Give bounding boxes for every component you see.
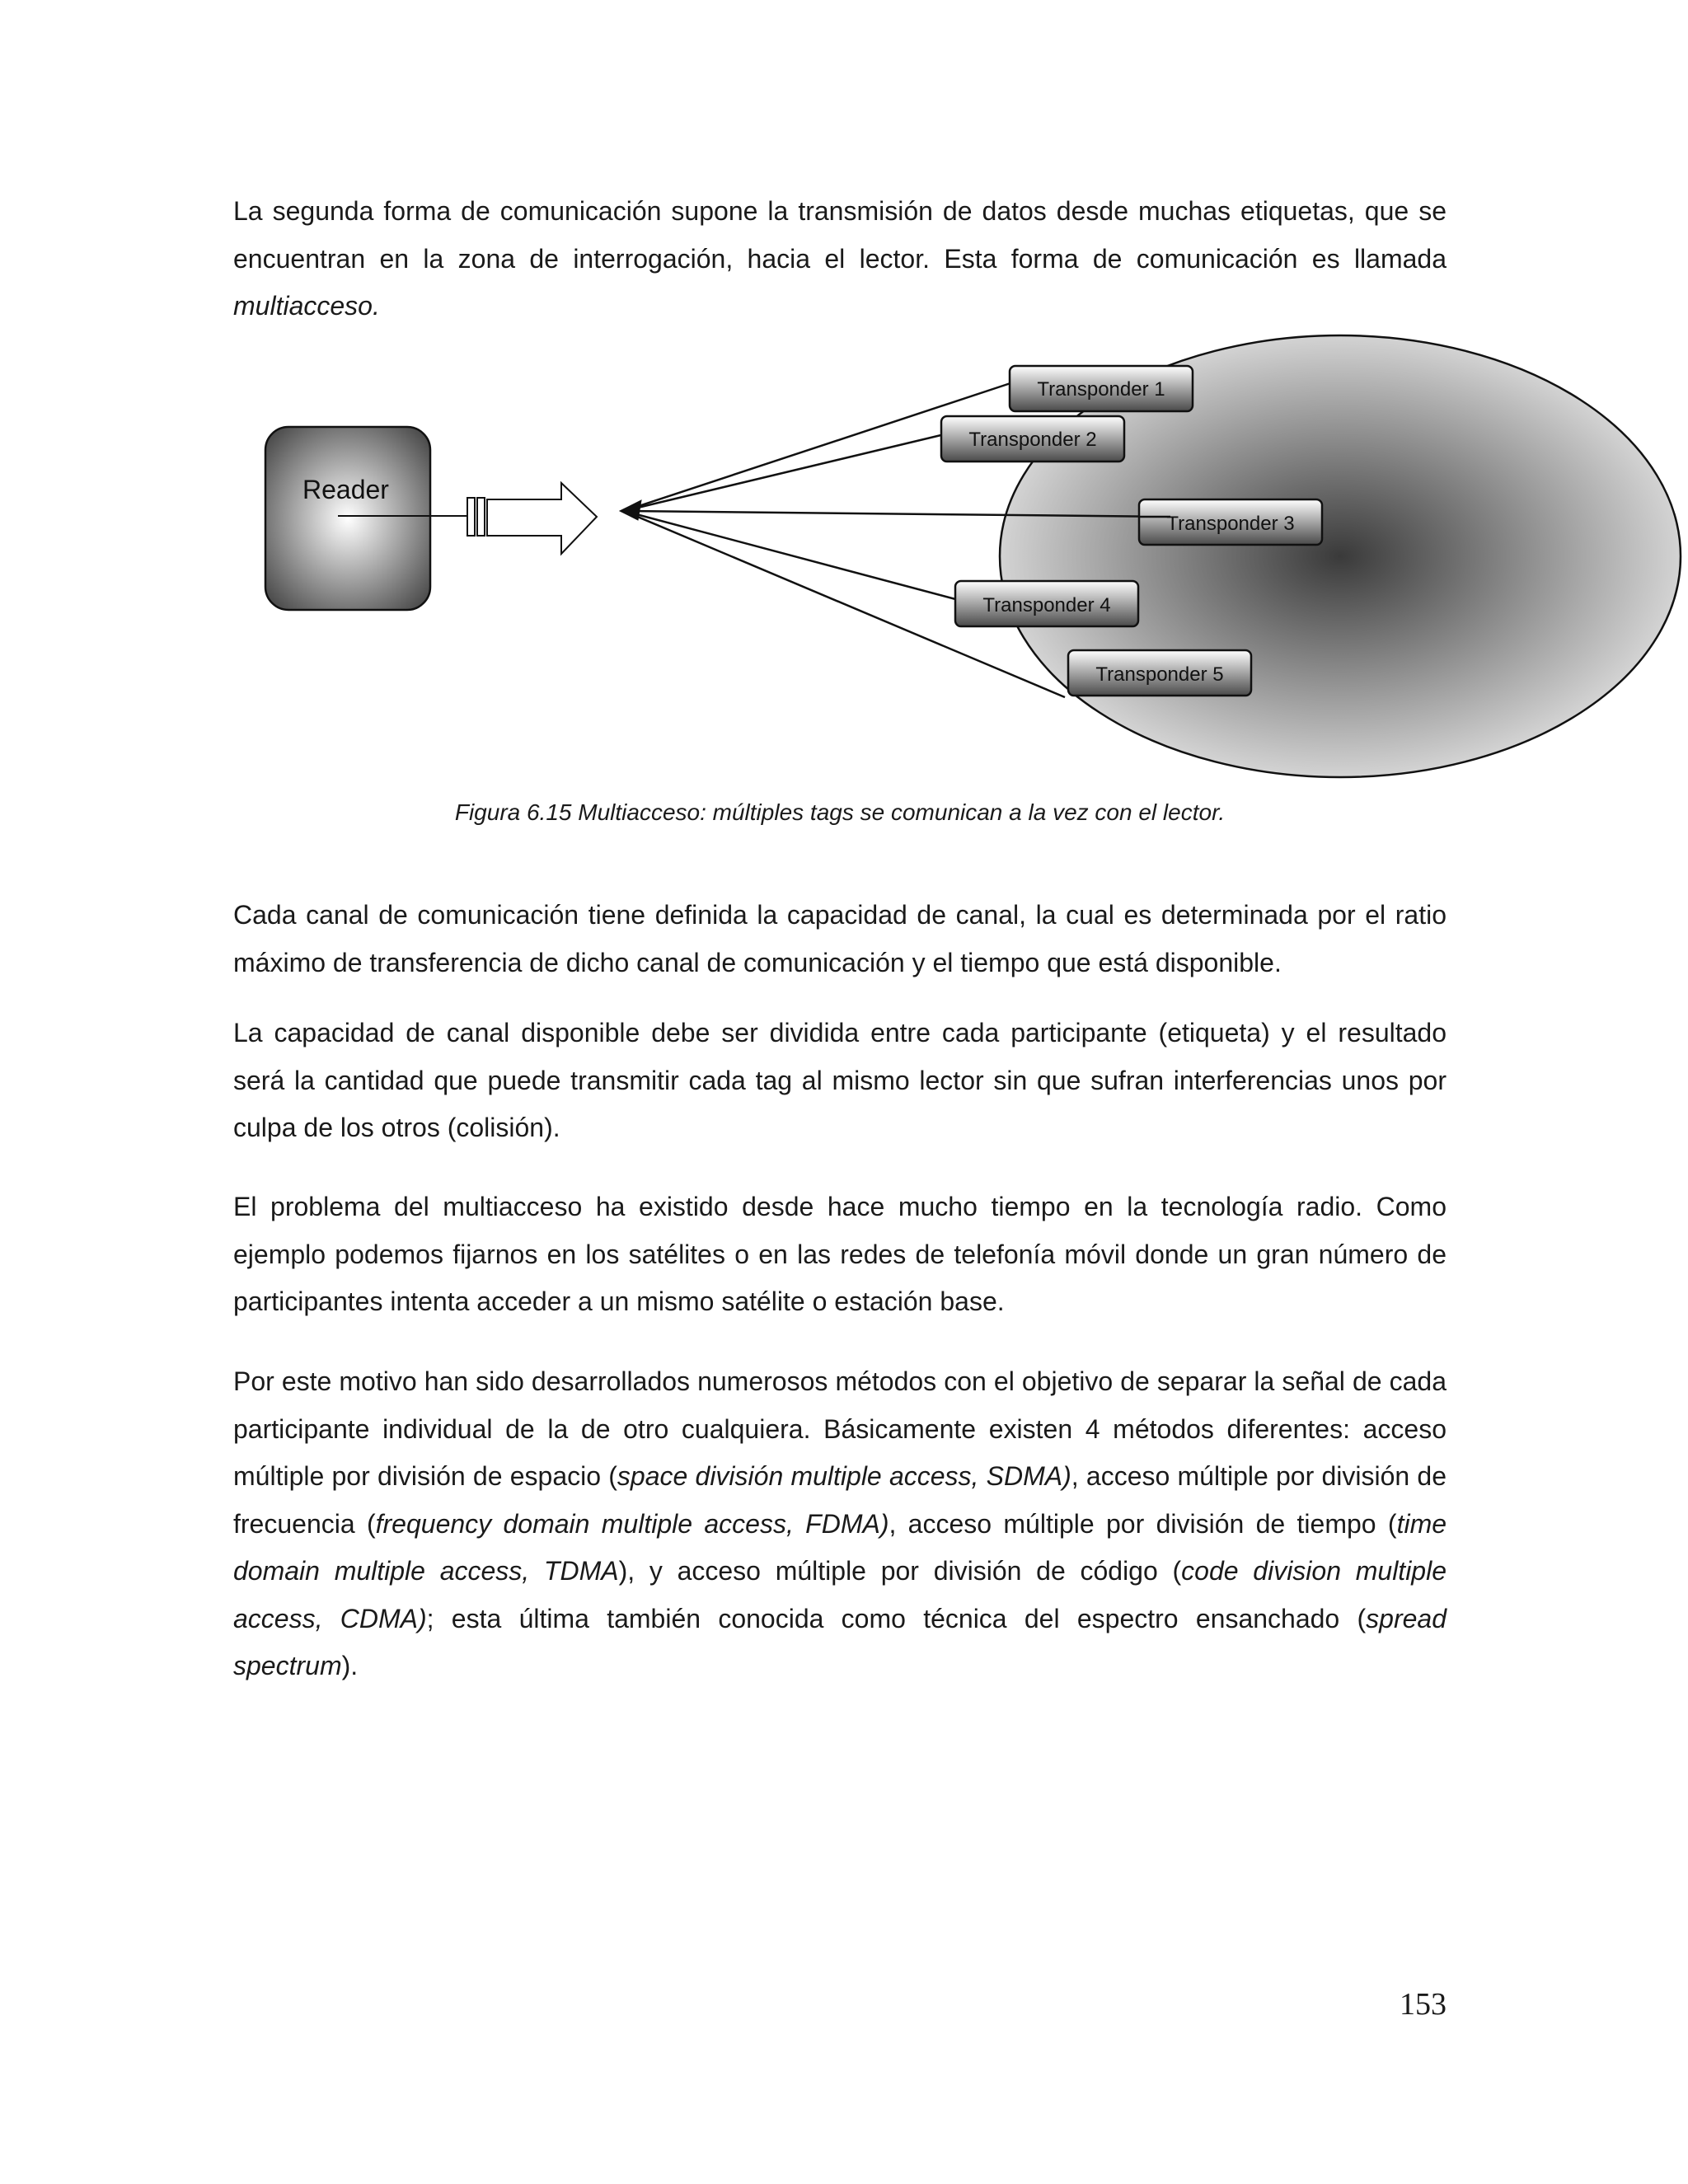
page-number: 153 bbox=[1400, 1987, 1447, 2022]
transponder-5 bbox=[1068, 650, 1251, 696]
transponder-1 bbox=[1010, 366, 1193, 411]
paragraph-access-methods bbox=[233, 1358, 1447, 1690]
multiaccess-diagram bbox=[0, 0, 1688, 824]
italic-run: time domain multiple access, TDMA bbox=[233, 1508, 1447, 1586]
text-run: Cada canal de comunicación tiene definida la capacidad de canal, la cual es determinada por el ratio máximo de transferencia de dicho canal de comunicación y el tiempo que está disponible. bbox=[233, 900, 1447, 977]
antenna-arrow bbox=[467, 483, 597, 554]
signal-arrowhead bbox=[620, 500, 641, 520]
text-run: La segunda forma de comunicación supone la transmisión de datos desde muchas etiquetas, que se encuentran en la zona de interrogación, hacia el lector. Esta forma de comunicación es llamada bbox=[233, 196, 1447, 274]
reader-label: Reader bbox=[302, 475, 389, 504]
paragraph-channel-capacity bbox=[233, 892, 1447, 987]
transponder-2 bbox=[941, 416, 1124, 462]
transponder-label: Transponder 1 bbox=[1037, 378, 1165, 401]
text-run: El problema del multiacceso ha existido desde hace mucho tiempo en la tecnología radio. Como ejemplo podemos fijarnos en los satélites o en las redes de telefonía móvil donde un gran número de participantes intenta acceder a un mismo satélite o estación base. bbox=[233, 1192, 1447, 1316]
paragraph-multiaccess-problem bbox=[233, 1183, 1447, 1326]
italic-run: multiacceso. bbox=[233, 291, 380, 321]
transponder-4 bbox=[955, 581, 1138, 626]
transponder-label: Transponder 2 bbox=[968, 429, 1097, 451]
figure-caption: Figura 6.15 Multiacceso: múltiples tags se comunican a la vez con el lector. bbox=[454, 799, 1226, 825]
italic-run: space división multiple access, SDMA) bbox=[617, 1461, 1071, 1491]
text-run: , acceso múltiple por división de frecuencia ( bbox=[233, 1461, 1447, 1539]
italic-run: code division multiple access, CDMA) bbox=[233, 1556, 1447, 1633]
italic-run: frequency domain multiple access, FDMA) bbox=[375, 1508, 889, 1539]
text-run: ), y acceso múltiple por división de código ( bbox=[618, 1556, 1182, 1586]
italic-run: spread spectrum bbox=[233, 1603, 1447, 1680]
transponder-3 bbox=[1139, 499, 1322, 545]
text-run: La capacidad de canal disponible debe ser dividida entre cada participante (etiqueta) y el resultado será la cantidad que puede transmitir cada tag al mismo lector sin que sufran interferencias unos por culpa de los otros (colisión). bbox=[233, 1018, 1447, 1142]
text-run: ; esta última también conocida como técnica del espectro ensanchado ( bbox=[426, 1603, 1367, 1633]
text-run: , acceso múltiple por división de tiempo ( bbox=[889, 1508, 1397, 1539]
transponder-label: Transponder 4 bbox=[982, 594, 1111, 616]
text-run: Por este motivo han sido desarrollados numerosos métodos con el objetivo de separar la señal de cada participante individual de la de otro cualquiera. Básicamente existen 4 métodos diferentes: acceso múltiple por división de espacio ( bbox=[233, 1366, 1447, 1491]
text-run: ). bbox=[341, 1651, 359, 1680]
paragraph-capacity-division bbox=[233, 1010, 1447, 1152]
transponder-label: Transponder 3 bbox=[1166, 513, 1295, 535]
reader-box bbox=[265, 427, 430, 610]
transponder-label: Transponder 5 bbox=[1095, 663, 1224, 686]
